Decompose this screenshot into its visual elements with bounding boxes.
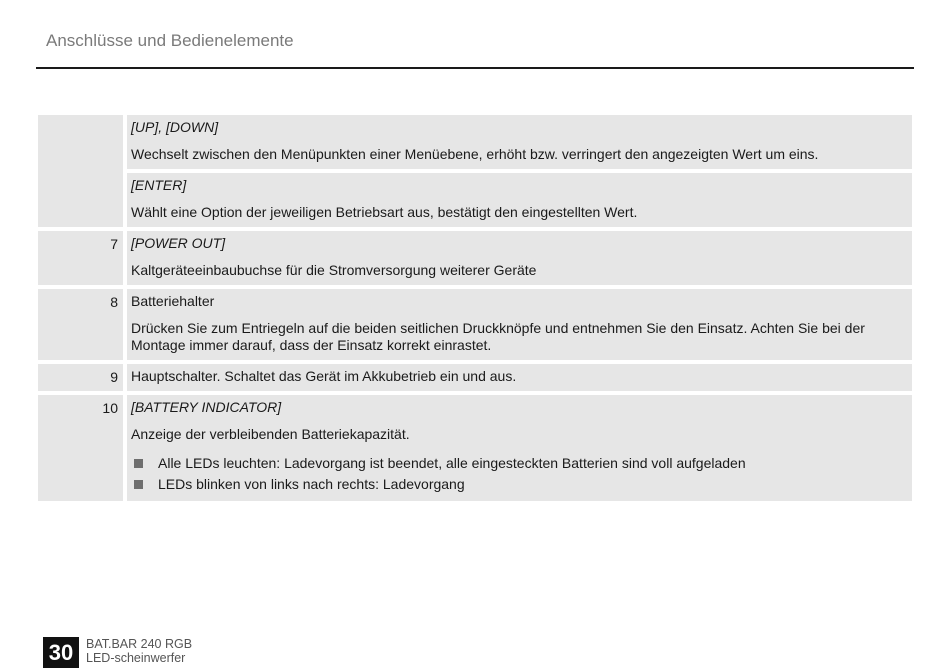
control-description: Anzeige der verbleibenden Batteriekapazität. <box>131 426 410 442</box>
table-row <box>38 231 912 285</box>
control-name: [ENTER] <box>131 177 187 193</box>
table-cell <box>127 395 912 501</box>
table-cell <box>127 173 912 227</box>
control-description: Drücken Sie zum Entriegeln auf die beiden seitlichen Druckknöpfe und entnehmen Sie den Einsatz. Achten Sie bei der Montage immer darauf, dass der Einsatz korrekt einrastet. <box>131 320 865 353</box>
table-cell <box>127 231 912 285</box>
list-item <box>131 453 890 474</box>
table-row <box>38 115 912 227</box>
table-cell <box>127 289 912 360</box>
product-name: BAT.BAR 240 RGB <box>86 637 193 651</box>
square-bullet-icon <box>134 459 143 468</box>
list-item-text: LEDs blinken von links nach rechts: Ladevorgang <box>158 476 465 492</box>
row-number: 7 <box>38 231 123 285</box>
controls-table <box>38 115 912 505</box>
control-name: [BATTERY INDICATOR] <box>131 399 282 415</box>
control-description: Kaltgeräteeinbaubuchse für die Stromversorgung weiterer Geräte <box>131 262 537 278</box>
table-row <box>38 364 912 391</box>
control-description: Wählt eine Option der jeweiligen Betriebsart aus, bestätigt den eingestellten Wert. <box>131 204 638 220</box>
control-description: Wechselt zwischen den Menüpunkten einer Menüebene, erhöht bzw. verringert den angezeigten Wert um eins. <box>131 146 819 162</box>
control-name: Batteriehalter <box>131 293 215 309</box>
square-bullet-icon <box>134 480 143 489</box>
bullet-list <box>131 453 890 495</box>
list-item <box>131 474 890 495</box>
header-divider <box>36 67 914 69</box>
control-name: Hauptschalter. Schaltet das Gerät im Akkubetrieb ein und aus. <box>131 368 517 384</box>
list-item-text: Alle LEDs leuchten: Ladevorgang ist beendet, alle eingesteckten Batterien sind voll aufgeladen <box>158 455 746 471</box>
control-name: [UP], [DOWN] <box>131 119 219 135</box>
product-subtitle: LED-scheinwerfer <box>86 651 186 665</box>
table-row <box>38 289 912 360</box>
row-number: 8 <box>38 289 123 360</box>
row-number: 9 <box>38 364 123 391</box>
page-number: 30 <box>43 637 79 668</box>
row-number <box>38 115 123 227</box>
table-row <box>38 395 912 501</box>
control-name: [POWER OUT] <box>131 235 226 251</box>
row-number: 10 <box>38 395 123 501</box>
section-title: Anschlüsse und Bedienelemente <box>46 31 294 50</box>
table-cell <box>127 364 912 391</box>
table-cell <box>127 115 912 169</box>
footer-product-info <box>86 637 192 665</box>
